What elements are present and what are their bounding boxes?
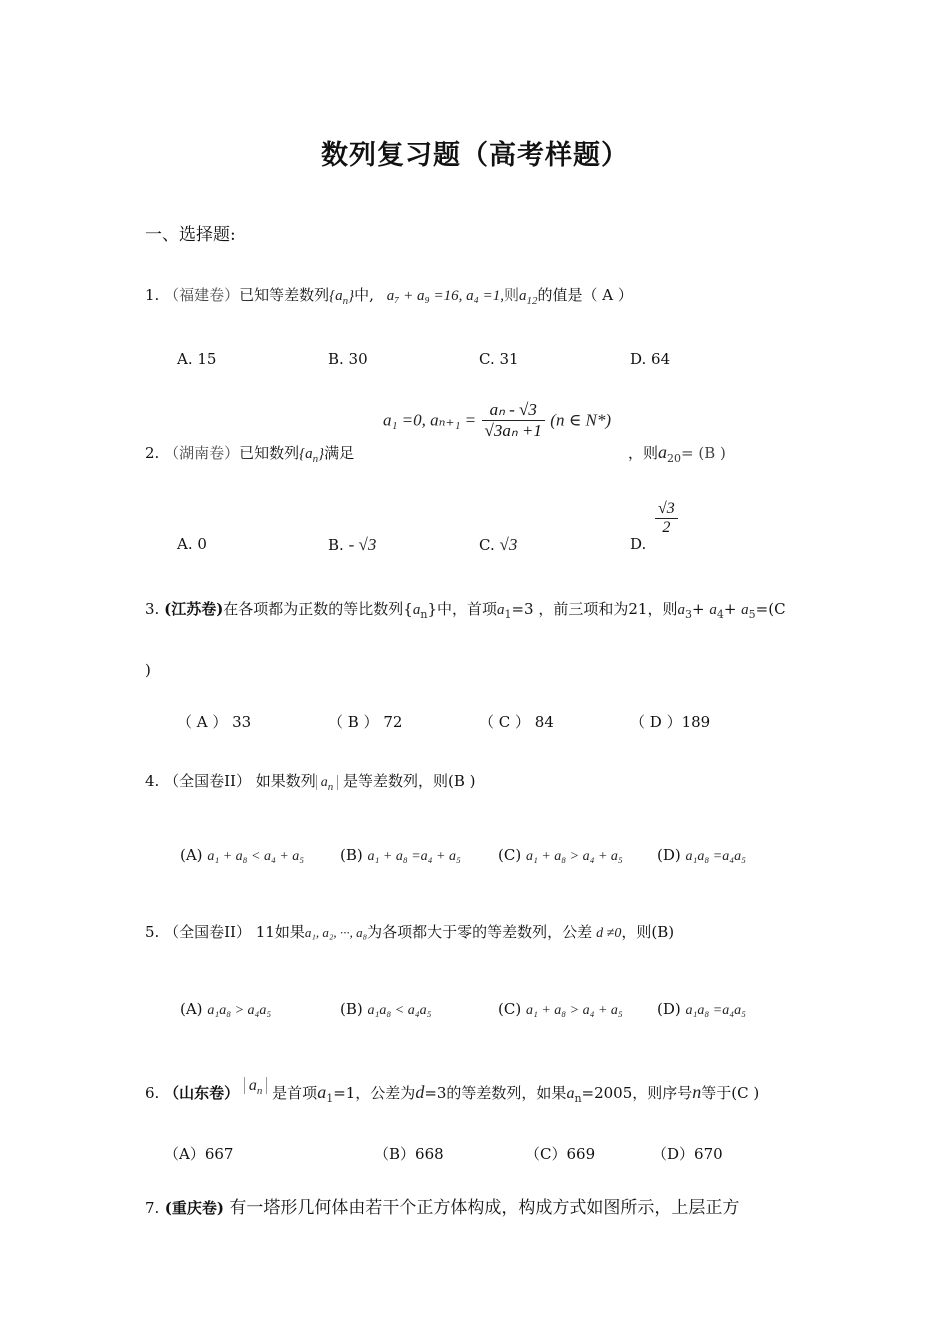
option-b: (B) a₁a₈ < a₄a₅: [340, 1000, 432, 1018]
option-d: （D）670: [652, 1145, 723, 1163]
option-b: （B）668: [374, 1145, 444, 1163]
question-source: （山东卷）: [164, 1084, 240, 1102]
option-a: （ A ） 33: [177, 713, 252, 731]
option-d-fraction: $\frac{√3}{2}$: [655, 500, 678, 537]
question-number: 6.: [145, 1084, 160, 1102]
target-term: $a_{12}$: [518, 288, 538, 307]
option-d: (D) a₁a₈ =a₄a₅: [657, 1000, 746, 1018]
question-1: [145, 284, 633, 307]
option-c: （C）669: [525, 1145, 596, 1163]
recurrence-formula: a₁ =0, aₙ₊₁ = $\frac{\text{aₙ - √3}}{\text{√3aₙ +1}}$ (n ∈ N*): [383, 400, 612, 440]
option-c: (C) a₁ + a₈ > a₄ + a₅: [498, 1000, 623, 1018]
question-source: (重庆卷): [164, 1199, 224, 1217]
question-text: 有一塔形几何体由若干个正方体构成，构成方式如图所示，上层正方: [229, 1198, 740, 1218]
option-c: （ C ） 84: [479, 713, 554, 731]
answer-text: 的值是（ A ）: [537, 286, 633, 304]
option-a: (A) a₁ + a₈ < a₄ + a₅: [180, 846, 305, 864]
recurrence-fraction: $\frac{\text{aₙ - √3}}{\text{√3aₙ +1}}$: [482, 400, 545, 441]
question-source: （全国卷II）: [164, 772, 251, 790]
option-b: B. - √3: [328, 535, 377, 554]
condition-formula: a₇ + a₉ =16, a₄ =1,: [386, 288, 504, 304]
question-source: （福建卷）: [164, 286, 240, 304]
sequence-symbol: $\{a_n\}$: [299, 446, 325, 465]
option-c: C. √3: [479, 535, 518, 554]
sequence-symbol: $a_n$: [244, 1077, 268, 1094]
question-source: (江苏卷): [164, 600, 224, 618]
option-d: (D) a₁a₈ =a₄a₅: [657, 846, 746, 864]
option-c: (C) a₁ + a₈ > a₄ + a₅: [498, 846, 623, 864]
option-d: D. 64: [630, 350, 671, 368]
option-b: (B) a₁ + a₈ =a₄ + a₅: [340, 846, 461, 864]
question-source: （全国卷II）: [164, 923, 251, 941]
question-number: 7.: [145, 1199, 160, 1217]
question-3-close: ): [145, 661, 151, 679]
option-a: (A) a₁a₈ > a₄a₅: [180, 1000, 272, 1018]
question-number: 5.: [145, 923, 160, 941]
option-a: （A）667: [164, 1145, 234, 1163]
question-text: 已知数列: [239, 444, 300, 462]
question-text: 已知等差数列: [239, 286, 330, 304]
sequence-symbol: $\{a_n\}$: [329, 288, 355, 307]
page-title: 数列复习题（高考样题）: [321, 140, 629, 171]
option-c: C. 31: [479, 350, 519, 368]
option-d: D.: [630, 535, 647, 553]
question-7: [145, 1193, 739, 1218]
question-number: 1.: [145, 286, 160, 304]
question-3: 3. (江苏卷)在各项都为正数的等比数列$\{a_n\}$中，首项$a_1=3$ ，前三项和为21，则$a_3+ a_4+ a_5=(C$: [145, 600, 786, 621]
section-heading: 一、选择题:: [145, 225, 236, 245]
question-number: 3.: [145, 600, 160, 618]
option-a: A. 15: [177, 350, 217, 368]
question-text: 中,: [354, 286, 374, 304]
option-a: A. 0: [177, 535, 207, 553]
question-2-tail: ，则$a_{20}= (B$ ): [628, 442, 726, 465]
question-5: 5. （全国卷II） 11如果a₁, a₂, ···, a₈为各项都大于零的等差数列，公差 d ≠0，则(B): [145, 923, 675, 941]
question-6: 6. （山东卷） $a_n$ 是首项$a_1=1$，公差为d=3的等差数列，如果$a_n=2005$，则序号n等于(C ): [145, 1077, 760, 1105]
question-number: 2.: [145, 444, 160, 462]
question-source: （湖南卷）: [164, 444, 240, 462]
question-text: 满足: [324, 444, 355, 462]
sequence-symbol: $a_n$: [316, 775, 339, 790]
question-2: [145, 442, 354, 465]
question-text: 则: [503, 286, 519, 304]
question-number: 4.: [145, 772, 160, 790]
option-b: （ B ） 72: [328, 713, 403, 731]
option-b: B. 30: [328, 350, 368, 368]
option-d: （ D ）189: [630, 713, 711, 731]
question-4: 4. （全国卷II） 如果数列 $a_n$ 是等差数列，则(B ): [145, 772, 476, 793]
